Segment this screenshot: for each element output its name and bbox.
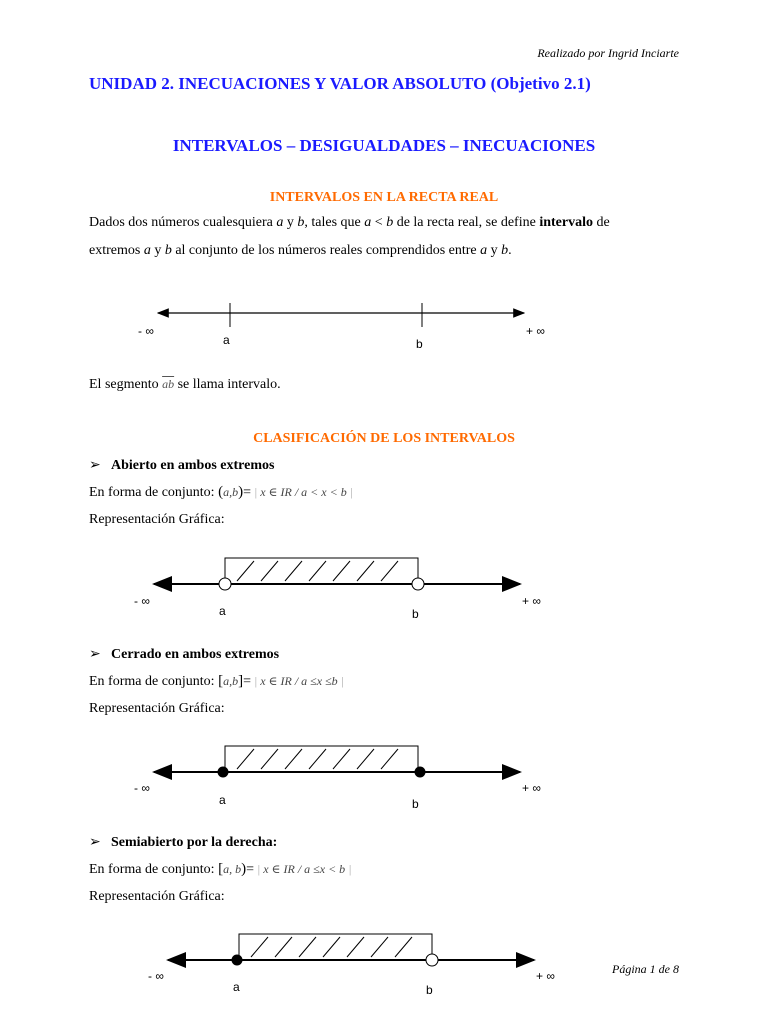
svg-text:b: b <box>412 607 419 621</box>
open-endpoint-b <box>412 578 424 590</box>
svg-text:+ ∞: + ∞ <box>536 969 555 983</box>
main-title: INTERVALOS – DESIGUALDADES – INECUACIONES <box>172 136 596 155</box>
svg-text:b: b <box>426 983 433 997</box>
open-endpoint-a <box>219 578 231 590</box>
number-line-basic <box>0 295 768 355</box>
svg-text:+ ∞: + ∞ <box>522 594 541 608</box>
label-b: b <box>416 337 423 351</box>
label-plus-inf: + ∞ <box>526 324 545 338</box>
arrow-bullet-icon: ➢ <box>89 835 101 850</box>
number-line-closed <box>0 736 768 816</box>
set-notation-closed: [a,b]= | x ∈ IR / a ≤x ≤b | <box>218 673 344 689</box>
label-minus-inf: - ∞ <box>138 324 154 338</box>
definition-line-1: Dados dos números cualesquiera a y b, tales que a < b de la recta real, se define intervalo de <box>89 215 610 230</box>
svg-text:a: a <box>219 793 226 807</box>
unit-title: UNIDAD 2. INECUACIONES Y VALOR ABSOLUTO (Objetivo 2.1) <box>89 74 591 93</box>
svg-text:- ∞: - ∞ <box>148 969 164 983</box>
number-line-open <box>0 548 768 628</box>
section-title-intervals: INTERVALOS EN LA RECTA REAL <box>269 190 499 205</box>
svg-text:- ∞: - ∞ <box>134 781 150 795</box>
label-a: a <box>223 333 230 347</box>
arrow-bullet-icon: ➢ <box>89 458 101 473</box>
graph-label-half-open: Representación Gráfica: <box>89 889 225 904</box>
arrow-bullet-icon: ➢ <box>89 647 101 662</box>
closed-endpoint-b <box>415 767 426 778</box>
closed-endpoint-a <box>232 955 243 966</box>
set-notation-open: (a,b)= | x ∈ IR / a < x < b | <box>218 484 353 500</box>
set-notation-half-open: [a, b)= | x ∈ IR / a ≤x < b | <box>218 861 352 877</box>
graph-label-open: Representación Gráfica: <box>89 512 225 527</box>
open-endpoint-b <box>426 954 438 966</box>
closed-endpoint-a <box>218 767 229 778</box>
set-form-half-open: En forma de conjunto: [a, b)= | x ∈ IR / a ≤x < b | <box>89 861 352 877</box>
segment-sentence: El segmento $\overline{ab}$ se llama intervalo. <box>89 377 281 392</box>
definition-line-2: extremos a y b al conjunto de los números reales comprendidos entre a y b. <box>89 243 512 258</box>
author-note: Realizado por Ingrid Inciarte <box>537 46 679 60</box>
svg-text:a: a <box>233 980 240 994</box>
svg-text:+ ∞: + ∞ <box>522 781 541 795</box>
bullet-open: ➢ Abierto en ambos extremos <box>89 458 275 473</box>
page-number: Página 1 de 8 <box>612 962 679 976</box>
svg-text:a: a <box>219 604 226 618</box>
bullet-closed: ➢ Cerrado en ambos extremos <box>89 647 280 662</box>
svg-text:- ∞: - ∞ <box>134 594 150 608</box>
bullet-half-open-right: ➢ Semiabierto por la derecha: <box>89 835 278 850</box>
graph-label-closed: Representación Gráfica: <box>89 701 225 716</box>
set-form-closed: En forma de conjunto: [a,b]= | x ∈ IR / a ≤x ≤b | <box>89 673 344 689</box>
section-title-classification: CLASIFICACIÓN DE LOS INTERVALOS <box>253 431 515 446</box>
set-form-open: En forma de conjunto: (a,b)= | x ∈ IR / a < x < b | <box>89 484 353 500</box>
svg-text:b: b <box>412 797 419 811</box>
